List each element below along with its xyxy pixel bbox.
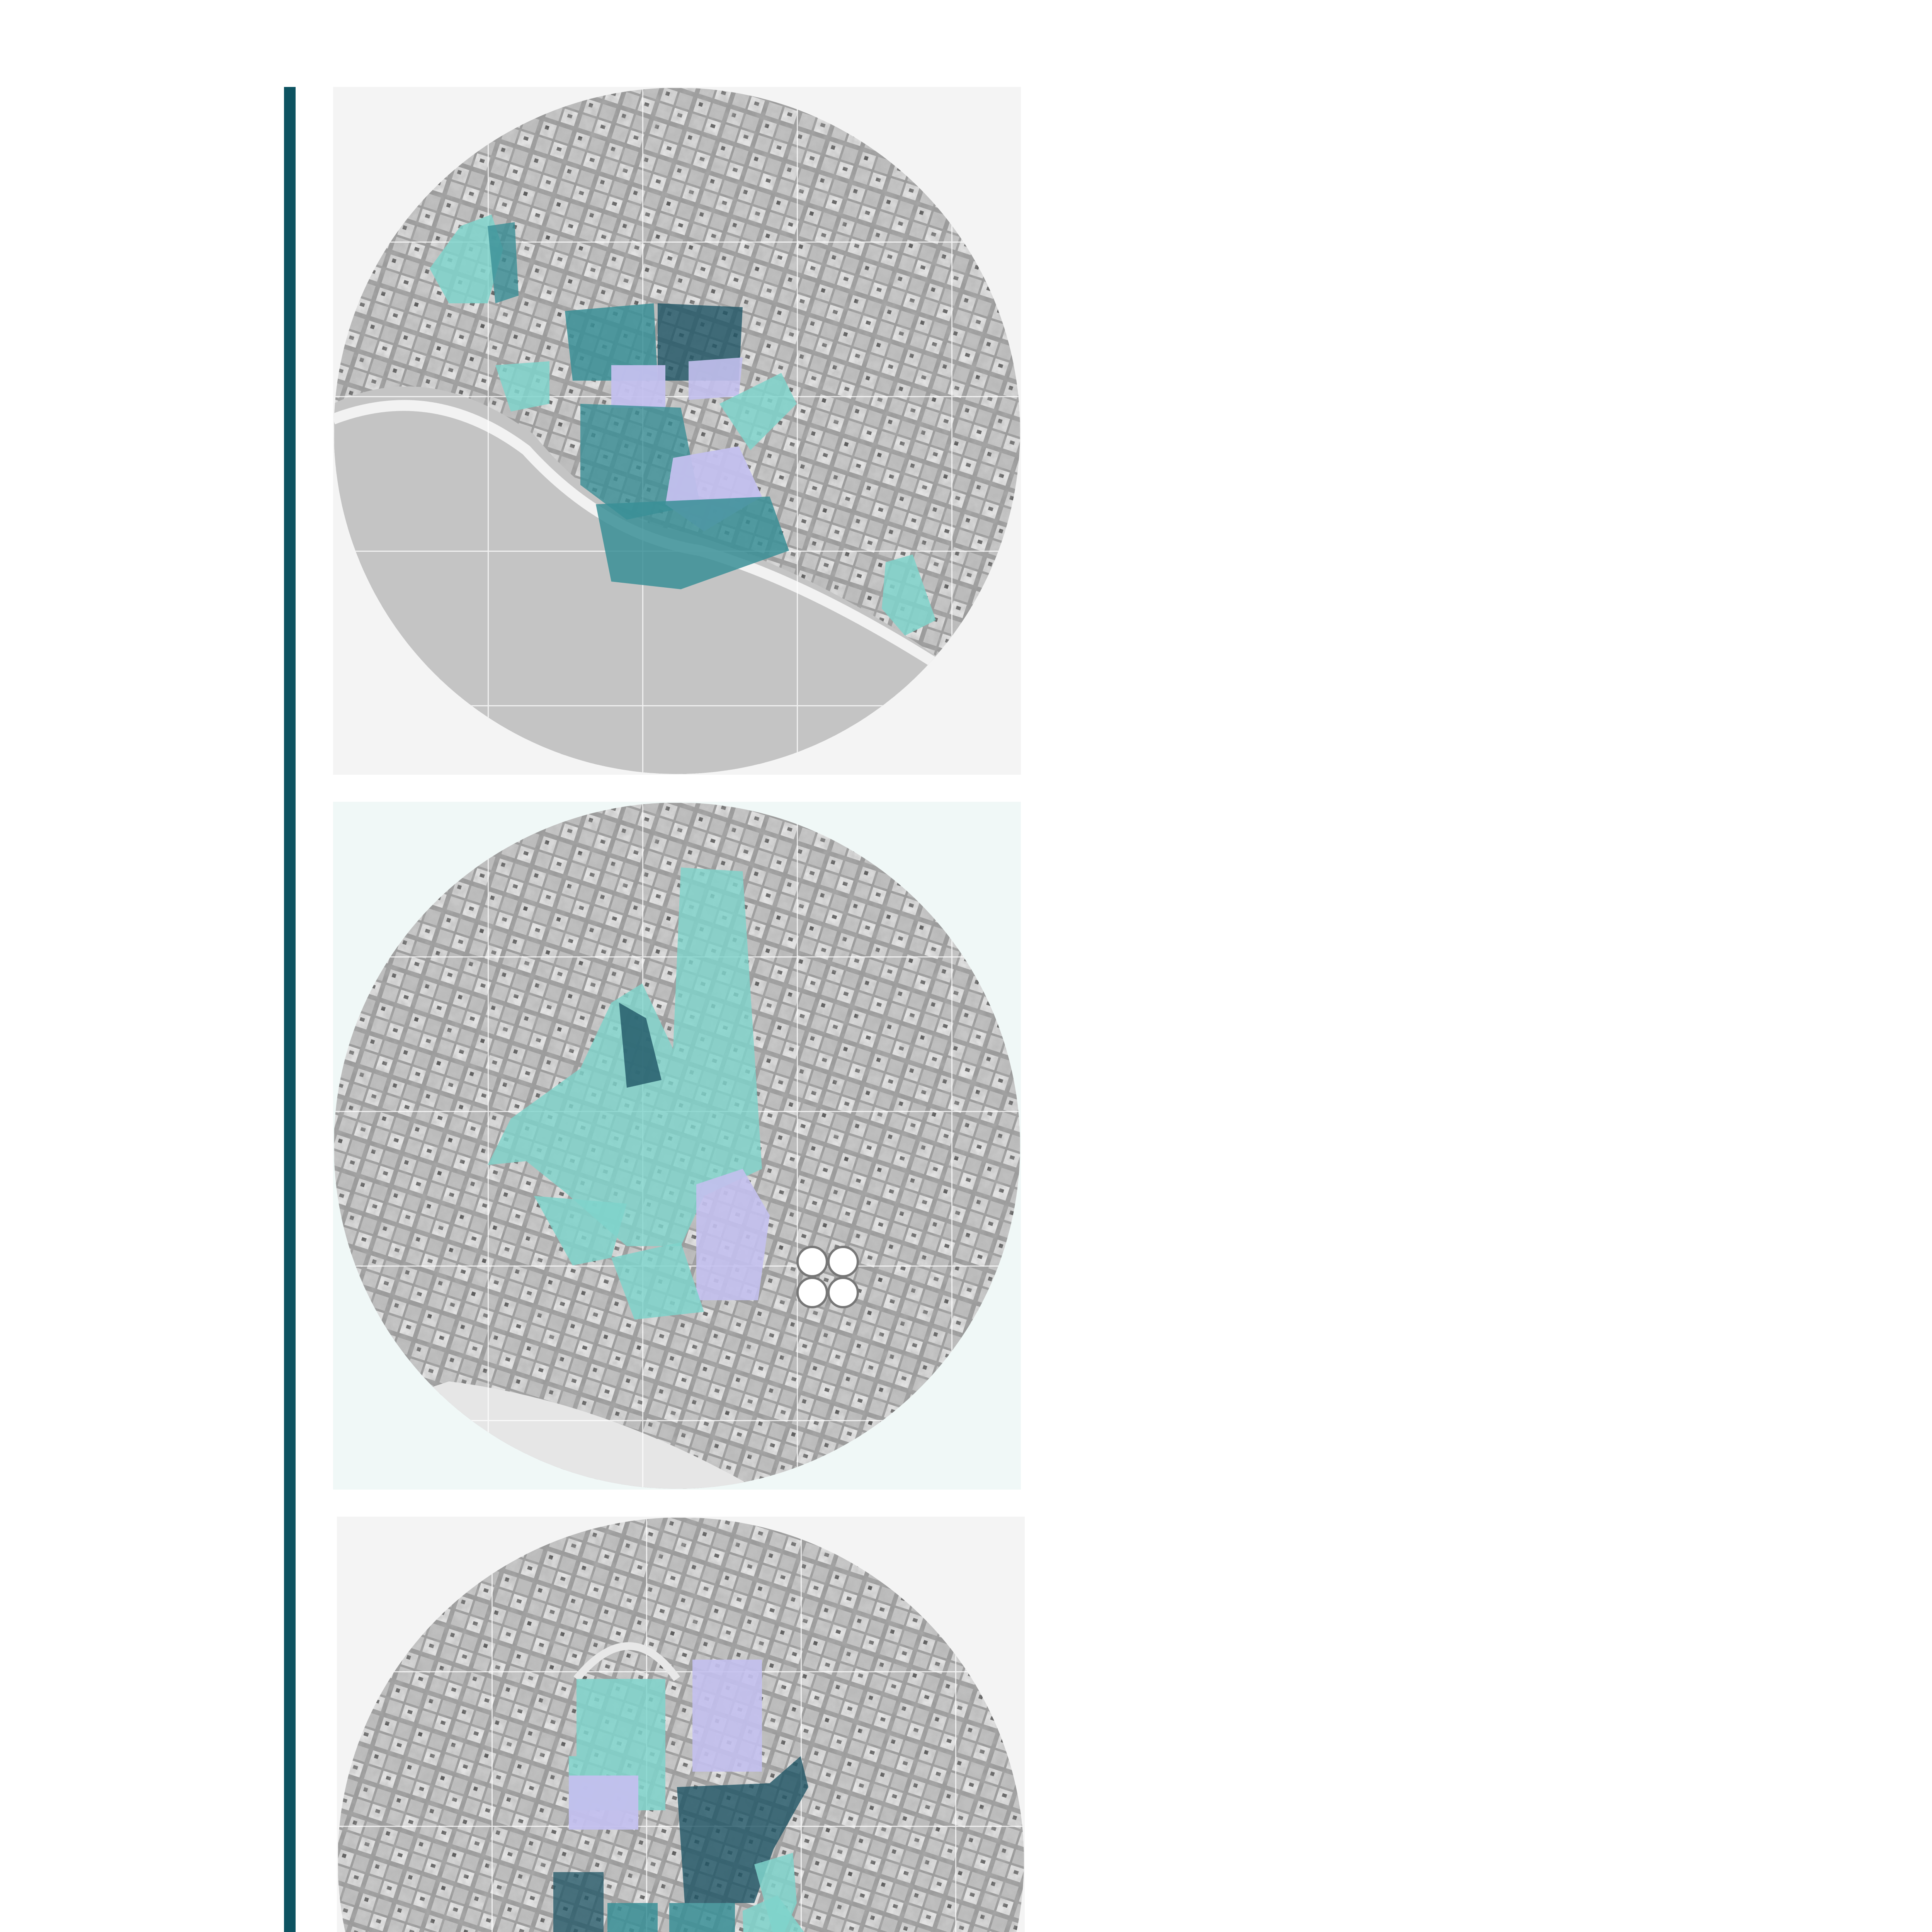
left-accent-bar bbox=[284, 87, 296, 1932]
aerial-map-1879-1883 bbox=[337, 1517, 1025, 1932]
zone bbox=[607, 1903, 658, 1932]
zone bbox=[611, 365, 665, 408]
aerial-map-1870 bbox=[333, 802, 1021, 1490]
map-panel-1800-1860 bbox=[333, 87, 1021, 775]
zone bbox=[577, 1679, 665, 1756]
map-panel-1879-1883 bbox=[337, 1517, 1025, 1932]
zone bbox=[692, 1660, 762, 1772]
aerial-map-1800-1860 bbox=[333, 87, 1021, 775]
zone bbox=[689, 357, 743, 400]
map-panel-1870 bbox=[333, 802, 1021, 1490]
zone bbox=[553, 1872, 604, 1932]
zone bbox=[669, 1903, 735, 1932]
zone bbox=[569, 1776, 638, 1830]
